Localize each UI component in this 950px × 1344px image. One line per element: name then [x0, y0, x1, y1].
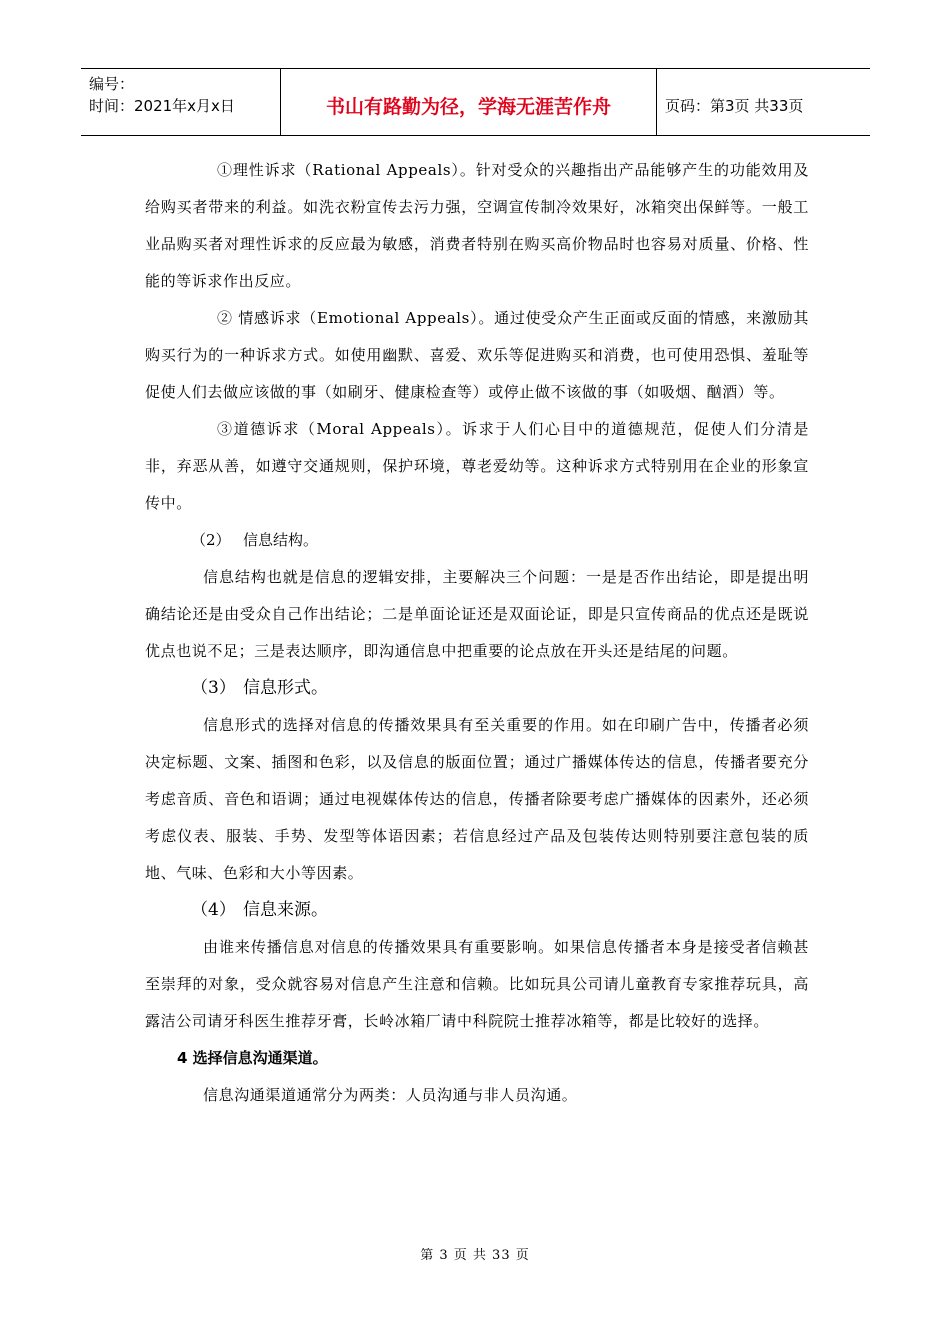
section-heading-source — [145, 892, 809, 929]
section-title: 信息结构。 — [243, 531, 319, 549]
paragraph-structure: 信息结构也就是信息的逻辑安排，主要解决三个问题：一是是否作出结论，即是提出明确结论还是由受众自己作出结论；二是单面论证还是双面论证，即是只宣传商品的优点还是既说优点也说不足；三是表达顺序，即沟通信息中把重要的论点放在开头还是结尾的问题。 — [145, 568, 809, 660]
paragraph-emotional-appeals: ② 情感诉求（Emotional Appeals）。通过使受众产生正面或反面的情感，来激励其购买行为的一种诉求方式。如使用幽默、喜爱、欢乐等促进购买和消费，也可使用恐惧、羞耻等促使人们去做应该做的事（如刷牙、健康检查等）或停止做不该做的事（如吸烟、酗酒）等。 — [145, 309, 809, 401]
number-label: 编号： — [89, 75, 135, 93]
document-header — [81, 68, 870, 136]
header-meta — [81, 69, 281, 135]
paragraph-form: 信息形式的选择对信息的传播效果具有至关重要的作用。如在印刷广告中，传播者必须决定标题、文案、插图和色彩，以及信息的版面位置；通过广播媒体传达的信息，传播者要充分考虑音质、音色和语调；通过电视媒体传达的信息，传播者除要考虑广播媒体的因素外，还必须考虑仪表、服装、手势、发型等体语因素；若信息经过产品及包装传达则特别要注意包装的质地、气味、色彩和大小等因素。 — [145, 716, 809, 882]
section-title: 信息来源。 — [243, 900, 328, 920]
paragraph-rational-appeals: ①理性诉求（Rational Appeals）。针对受众的兴趣指出产品能够产生的功能效用及给购买者带来的利益。如洗衣粉宣传去污力强，空调宣传制冷效果好，冰箱突出保鲜等。一般工业品购买者对理性诉求的反应最为敏感，消费者特别在购买高价物品时也容易对质量、价格、性能的等诉求作出反应。 — [145, 161, 809, 290]
page-footer: 第 3 页 共 33 页 — [420, 1248, 530, 1263]
section-number: （3） — [191, 678, 236, 698]
paragraph-source: 由谁来传播信息对信息的传播效果具有重要影响。如果信息传播者本身是接受者信赖甚至崇拜的对象，受众就容易对信息产生注意和信赖。比如玩具公司请儿童教育专家推荐玩具，高露洁公司请牙科医生推荐牙膏，长岭冰箱厂请中科院院士推荐冰箱等，都是比较好的选择。 — [145, 938, 809, 1030]
header-motto: 书山有路勤为径，学海无涯苦作舟 — [281, 69, 657, 135]
header-page-info: 页码：第3页 共33页 — [665, 96, 804, 115]
heading-channels: 4 选择信息沟通渠道。 — [177, 1049, 328, 1067]
paragraph-channels: 信息沟通渠道通常分为两类：人员沟通与非人员沟通。 — [203, 1086, 578, 1104]
section-heading-structure — [145, 522, 809, 559]
time-label: 时间：2021年x月x日 — [89, 97, 235, 115]
section-number: （4） — [191, 900, 236, 920]
section-heading-form — [145, 670, 809, 707]
section-title: 信息形式。 — [243, 678, 328, 698]
document-body — [145, 152, 809, 1114]
section-number: （2） — [191, 531, 231, 549]
paragraph-moral-appeals: ③道德诉求（Moral Appeals）。诉求于人们心目中的道德规范，促使人们分清是非，弃恶从善，如遵守交通规则，保护环境，尊老爱幼等。这种诉求方式特别用在企业的形象宣传中。 — [145, 420, 809, 512]
